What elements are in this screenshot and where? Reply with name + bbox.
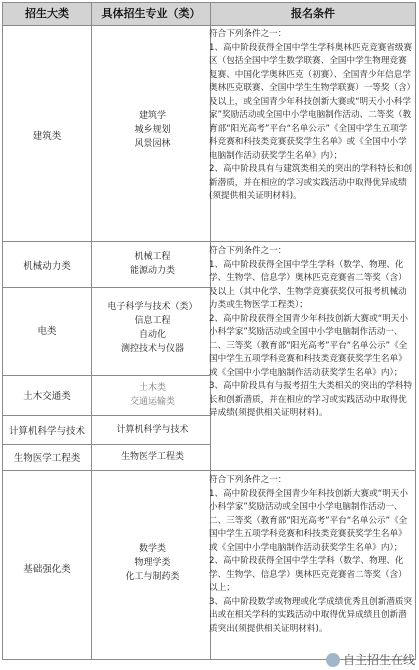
major-item: 交通运输类 <box>129 397 175 407</box>
majors-cell <box>94 542 211 584</box>
major-item: 物理学类 <box>134 558 171 568</box>
major-item: 城乡规划 <box>134 125 171 135</box>
column-divider <box>91 3 92 659</box>
requirement-line: 1、高中阶段获得全国青少年科技创新大赛或“明天小小科学家”奖励活动或全国中小学电脑制作活动一、二、三等奖（教育部“阳光高考”平台“名单公示”《全国中学生五项学科竞赛和科技类竞赛获奖学生名单》或《全国中小学电脑制作活动获奖学生名单》内）； <box>209 488 408 553</box>
requirements-cell <box>209 245 413 421</box>
category-cell: 生物医学工程类 <box>13 453 81 464</box>
header-category: 招生大类 <box>25 7 69 20</box>
requirements-cell <box>209 474 413 636</box>
majors-cell <box>94 381 211 409</box>
requirement-line: 1、高中阶段获得全国中学生学科奥林匹克竞赛省级赛区（包括全国中学生数学联赛、全国中学生物理竞赛复赛、中国化学奥林匹克（初赛）、全国青少年信息学奥林匹克联赛、全国中学生生物学联赛）一等奖（含）及以上，或全国青少年科技创新大赛或“明天小小科学家”奖励活动或全国中小学电脑制作活动、二等奖（教育部“阳光高考”平台“名单公示”《全国中学生五项学科竞赛和科技类竞赛获奖学生名单》或《全国中小学电脑制作活动获奖学生名单》内）； <box>209 42 413 161</box>
majors-cell <box>94 109 211 151</box>
watermark-text: 自主招生在线 <box>342 653 415 667</box>
major-item: 电子科学与技术（类） <box>107 302 198 312</box>
table-header <box>3 3 415 26</box>
requirement-line: 3、高中阶段具有与报考招生大类相关的突出的学科特长和创新潜质，并在相应的学习或实践活动中取得优异成绩(须提供相关证明材料)。 <box>209 381 413 418</box>
category-cell: 土木交通类 <box>23 391 71 402</box>
requirement-line: 2、高中阶段获得全国中学生学科（数学、物理、化学、生物学、信息学）奥林匹克竞赛省二等奖（含）以上； <box>209 556 407 593</box>
major-item: 化工与制药类 <box>125 572 180 582</box>
wechat-icon <box>326 653 340 667</box>
requirement-line: 符合下列条件之一： <box>209 29 287 39</box>
requirement-line: 3、高中阶段数学或物理或化学成绩优秀且创新潜质突出或在相关学科的实践活动中取得优异成绩且创新潜质突出(须提供相关证明材料)。 <box>209 596 413 634</box>
major-item: 生物医学工程类 <box>120 452 184 462</box>
watermark <box>326 651 415 668</box>
row-divider <box>3 470 415 471</box>
requirement-line: 2、高中阶段获得全国青少年科技创新大赛或“明天小小科学家”奖励活动或全国中小学电脑制作活动一、二、三等奖（教育部“阳光高考”平台“名单公示”《全国中学生五项学科竞赛和科技类竞赛获奖学生名单》或《全国中小学电脑制作活动获奖学生名单》内）； <box>209 313 408 378</box>
major-item: 能源动力类 <box>129 266 175 276</box>
major-item: 数学类 <box>138 544 166 554</box>
row-divider <box>3 375 210 376</box>
major-item: 土木类 <box>138 383 166 393</box>
category-cell: 计算机科学与技术 <box>8 426 85 437</box>
admission-table <box>2 2 416 660</box>
header-majors: 具体招生专业（类） <box>101 7 201 20</box>
category-cell: 基础强化类 <box>23 564 71 575</box>
requirement-line: 符合下列条件之一： <box>209 246 287 256</box>
major-item: 计算机科学与技术 <box>116 425 189 435</box>
majors-cell <box>94 250 211 278</box>
requirements-cell <box>209 28 413 204</box>
row-divider <box>3 241 415 242</box>
requirement-line: 符合下列条件之一： <box>209 475 287 485</box>
row-divider <box>3 287 210 288</box>
header-requirements: 报名条件 <box>291 7 335 20</box>
major-item: 机械工程 <box>134 252 171 262</box>
major-item: 自动化 <box>138 330 166 340</box>
majors-cell <box>94 423 211 437</box>
major-item: 风景园林 <box>134 139 171 149</box>
row-divider <box>3 415 210 416</box>
category-cell: 建筑类 <box>32 131 62 142</box>
major-item: 测控技术与仪器 <box>120 344 184 354</box>
category-cell: 电类 <box>37 326 57 337</box>
majors-cell <box>94 300 211 356</box>
requirement-line: 1、高中阶段获得全国中学生学科（数学、物理、化学、生物学、信息学）奥林匹克竞赛省二等奖（含）及以上（其中化学、生物学竞赛获奖仅可报考机械动力类或生物医学工程类）； <box>209 259 407 310</box>
requirement-line: 2、高中阶段具有与建筑类相关的突出的学科特长和创新潜质，并在相应的学习或实践活动中取得优异成绩(须提供相关证明材料)。 <box>209 164 413 201</box>
row-divider <box>3 444 210 445</box>
category-cell: 机械动力类 <box>23 261 71 272</box>
major-item: 建筑学 <box>138 111 166 121</box>
majors-cell <box>94 450 211 464</box>
major-item: 信息工程 <box>134 316 171 326</box>
